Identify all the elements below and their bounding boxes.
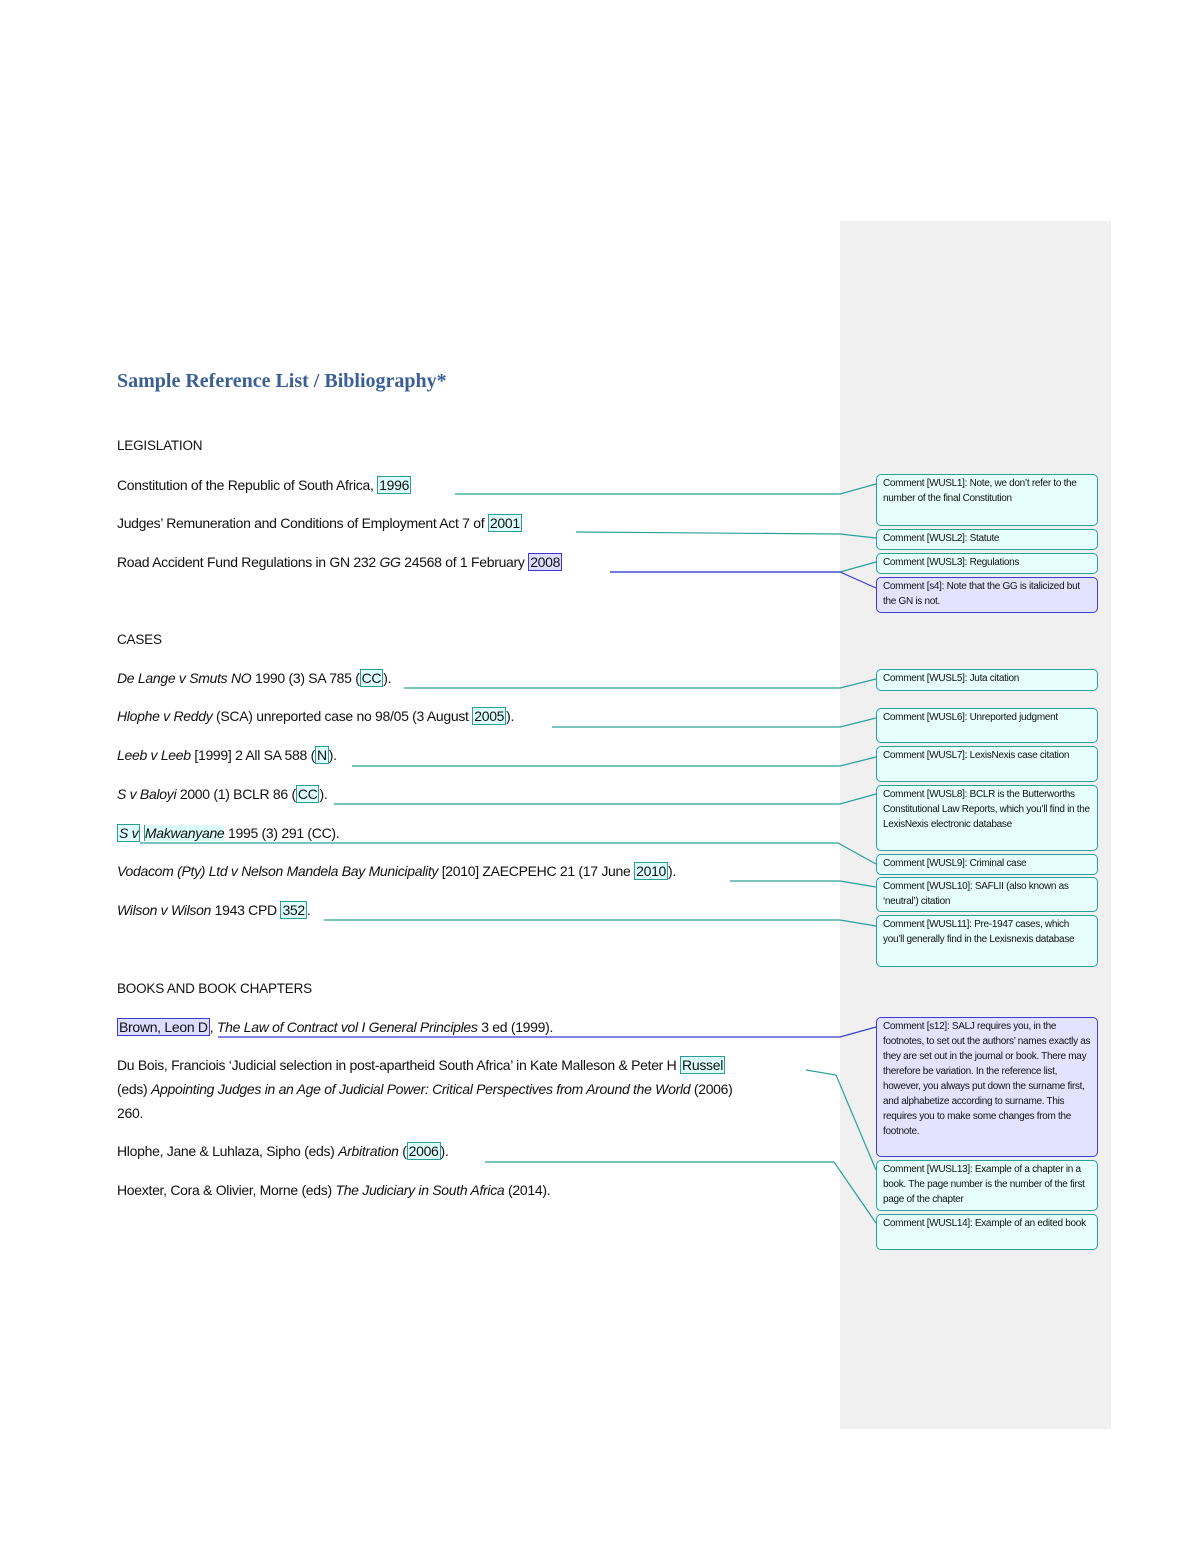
leader-line-6 (552, 718, 876, 727)
leader-line-11 (324, 920, 876, 926)
comment-anchor-6[interactable]: 2005 (474, 708, 505, 724)
comment-anchor-11[interactable]: 352 (282, 902, 305, 918)
leader-line-8 (334, 794, 876, 804)
reference-case-1[interactable]: De Lange v Smuts NO 1990 (3) SA 785 ( CC ). (117, 670, 392, 686)
comment-box-10[interactable]: Comment [WUSL10]: SAFLII (also known as ‘neutral’) citation (876, 877, 1098, 912)
leader-line-2 (576, 532, 876, 538)
reference-book-1[interactable]: Brown, Leon D , The Law of Contract vol I General Principles 3 ed (1999). (119, 1019, 554, 1035)
reference-legislation-2[interactable]: Judges’ Remuneration and Conditions of Employment Act 7 of 2001 (117, 515, 520, 531)
leader-line-7 (352, 757, 876, 766)
comment-box-1[interactable]: Comment [WUSL1]: Note, we don’t refer to the number of the final Constitution (876, 474, 1098, 526)
reference-book-2[interactable]: Du Bois, Franciois ‘Judicial selection in post-apartheid South Africa’ in Kate Malleson & Peter H Russel (117, 1057, 724, 1073)
comment-anchor-5[interactable]: CC (361, 670, 382, 686)
reference-case-6[interactable]: Vodacom (Pty) Ltd v Nelson Mandela Bay Municipality [2010] ZAECPEHC 21 (17 June 2010 ). (117, 863, 676, 879)
comment-box-4[interactable]: Comment [s4]: Note that the GG is italicized but the GN is not. (876, 577, 1098, 613)
reference-legislation-1[interactable]: Constitution of the Republic of South Africa, 1996 (117, 477, 410, 493)
comment-anchor-12[interactable]: Brown, Leon D (119, 1019, 208, 1035)
reference-case-7[interactable]: Wilson v Wilson 1943 CPD 352 . (117, 902, 311, 918)
comment-box-12[interactable]: Comment [s12]: SALJ requires you, in the footnotes, to set out the authors’ names exactly as they are set out in the journal or book. There may therefore be variation. In the reference list, however, you always put down the surname first, and alphabetize according to surname. This requires you to make some changes from the footnote. (876, 1017, 1098, 1157)
leader-line-4 (610, 572, 876, 588)
comment-anchor-8[interactable]: CC (297, 786, 318, 802)
comment-anchor-7[interactable]: N (316, 747, 327, 763)
comment-anchor-2[interactable]: 2001 (489, 515, 520, 531)
reference-legislation-3[interactable]: Road Accident Fund Regulations in GN 232 GG 24568 of 1 February 2008 (117, 554, 561, 570)
reference-book-2-line-3: 260. (117, 1105, 144, 1121)
comment-box-9[interactable]: Comment [WUSL9]: Criminal case (876, 854, 1098, 875)
leader-line-3 (610, 562, 876, 572)
reference-book-4: Hoexter, Cora & Olivier, Morne (eds) The Judiciary in South Africa (2014). (117, 1182, 551, 1198)
leader-line-1 (455, 484, 876, 494)
comment-box-5[interactable]: Comment [WUSL5]: Juta citation (876, 669, 1098, 691)
leader-line-9 (140, 843, 876, 864)
section-heading-legislation: LEGISLATION (117, 438, 203, 453)
leader-line-5 (404, 679, 876, 688)
comment-box-14[interactable]: Comment [WUSL14]: Example of an edited book (876, 1214, 1098, 1250)
reference-case-5[interactable]: S v Makwanyane 1995 (3) 291 (CC). (119, 825, 340, 841)
reference-case-3[interactable]: Leeb v Leeb [1999] 2 All SA 588 ( N ). (117, 747, 337, 763)
comment-box-8[interactable]: Comment [WUSL8]: BCLR is the Butterworths Constitutional Law Reports, which you’ll find in the LexisNexis electronic database (876, 785, 1098, 851)
section-heading-cases: CASES (117, 632, 162, 647)
comment-box-6[interactable]: Comment [WUSL6]: Unreported judgment (876, 708, 1098, 743)
comment-anchor-1[interactable]: 1996 (379, 477, 410, 493)
comment-box-3[interactable]: Comment [WUSL3]: Regulations (876, 553, 1098, 574)
comment-anchor-14[interactable]: 2006 (408, 1143, 439, 1159)
reference-case-2[interactable]: Hlophe v Reddy (SCA) unreported case no 98/05 (3 August 2005 ). (117, 708, 515, 724)
reference-book-2-line-2: (eds) Appointing Judges in an Age of Judicial Power: Critical Perspectives from Around the World (2006) (117, 1081, 733, 1097)
comment-anchor-9[interactable]: S v (119, 825, 139, 841)
comment-box-13[interactable]: Comment [WUSL13]: Example of a chapter in a book. The page number is the number of the first page of the chapter (876, 1160, 1098, 1211)
comment-anchor-13[interactable]: Russel (682, 1057, 724, 1073)
reference-book-3[interactable]: Hlophe, Jane & Luhlaza, Sipho (eds) Arbitration ( 2006 ). (117, 1143, 449, 1159)
comment-anchor-10[interactable]: 2010 (636, 863, 667, 879)
comment-box-2[interactable]: Comment [WUSL2]: Statute (876, 529, 1098, 550)
section-heading-books: BOOKS AND BOOK CHAPTERS (117, 981, 312, 996)
comment-box-11[interactable]: Comment [WUSL11]: Pre-1947 cases, which you’ll generally find in the Lexisnexis database (876, 915, 1098, 967)
comment-anchor-3[interactable]: 2008 (530, 554, 561, 570)
comment-box-7[interactable]: Comment [WUSL7]: LexisNexis case citation (876, 746, 1098, 782)
document-title: Sample Reference List / Bibliography* (117, 370, 447, 392)
reference-case-4[interactable]: S v Baloyi 2000 (1) BCLR 86 ( CC ). (117, 786, 328, 802)
